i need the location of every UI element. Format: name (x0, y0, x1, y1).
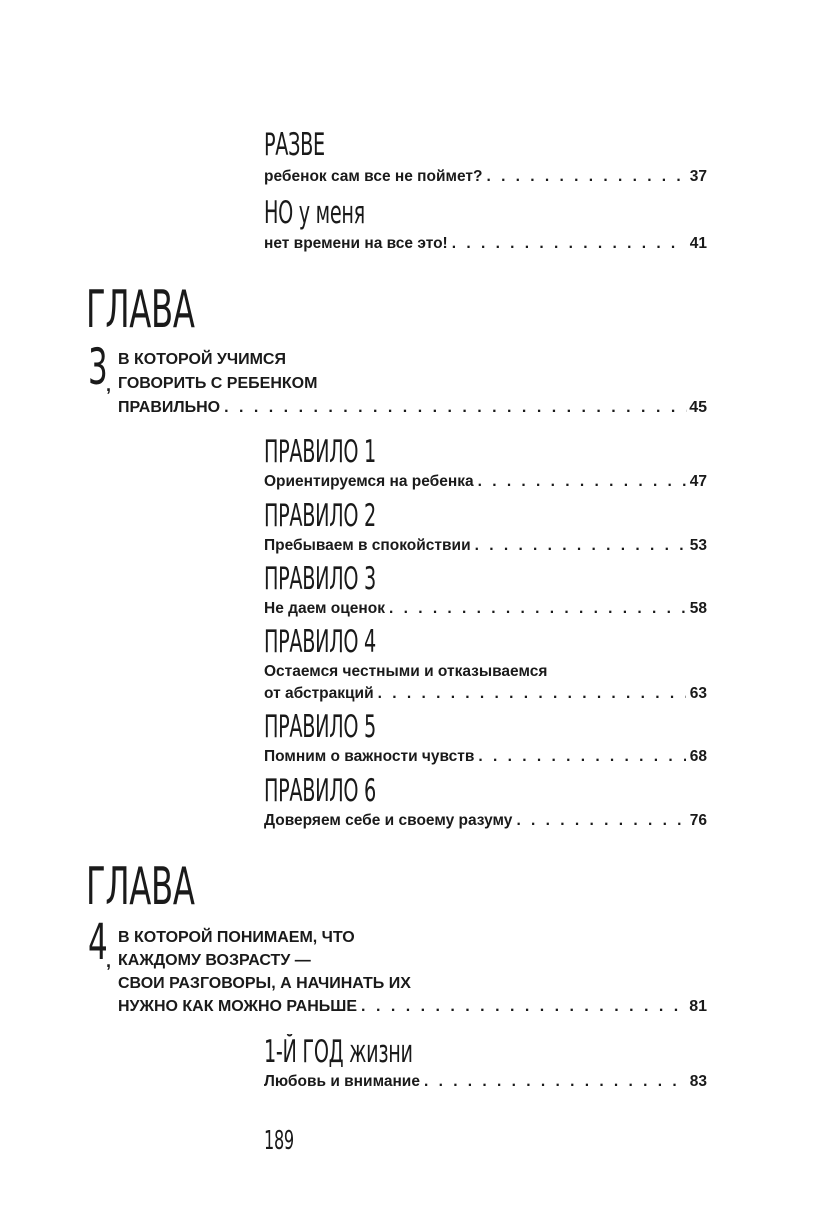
leader-dots (516, 813, 685, 829)
toc-entry[interactable] (264, 749, 707, 765)
toc-entry[interactable] (264, 1074, 707, 1090)
toc-entry-text: от абстракций (264, 685, 374, 702)
leader-dots (224, 400, 687, 416)
toc-entry[interactable] (264, 538, 707, 554)
toc-entry-page: 76 (689, 812, 707, 829)
chapter-4-title-line: СВОИ РАЗГОВОРЫ, А НАЧИНАТЬ ИХ (118, 975, 411, 992)
toc-entry[interactable] (264, 686, 707, 702)
toc-entry[interactable] (264, 601, 707, 617)
toc-entry[interactable] (264, 236, 707, 252)
leader-dots (424, 1074, 686, 1090)
toc-entry-page: 37 (689, 168, 707, 185)
rule-6-title: ПРАВИЛО 6 (264, 773, 376, 809)
toc-entry[interactable] (264, 169, 707, 185)
toc-entry-text: НУЖНО КАК МОЖНО РАНЬШЕ (118, 998, 358, 1015)
leader-dots (378, 686, 686, 702)
toc-entry-page: 45 (689, 399, 707, 416)
toc-entry[interactable] (264, 474, 707, 490)
toc-entry-text-line: Остаемся честными и отказываемся (264, 663, 548, 680)
chapter-3-comma: , (106, 375, 112, 395)
toc-entry-page: 68 (689, 748, 707, 765)
chapter-3-number: 3 (88, 338, 108, 396)
rule-5-title: ПРАВИЛО 5 (264, 709, 376, 745)
toc-entry-text: нет времени на все это! (264, 235, 448, 252)
chapter-3-entry[interactable] (118, 400, 707, 416)
section-title-no: НО у меня (264, 195, 365, 231)
year-1-title: 1-Й ГОД жизни (264, 1034, 413, 1070)
chapter-3-title-line: В КОТОРОЙ УЧИМСЯ (118, 351, 286, 368)
toc-entry-page: 47 (689, 473, 707, 490)
leader-dots (452, 236, 686, 252)
toc-entry-text: ПРАВИЛЬНО (118, 399, 221, 416)
leader-dots (389, 601, 686, 617)
rule-4-title: ПРАВИЛО 4 (264, 624, 376, 660)
toc-entry-page: 58 (689, 600, 707, 617)
chapter-4-comma: , (106, 951, 112, 971)
toc-entry-text: ребенок сам все не поймет? (264, 168, 483, 185)
toc-entry-page: 41 (689, 235, 707, 252)
toc-entry-page: 63 (689, 685, 707, 702)
toc-entry[interactable] (264, 813, 707, 829)
toc-entry-page: 81 (689, 998, 707, 1015)
rule-1-title: ПРАВИЛО 1 (264, 434, 376, 470)
leader-dots (478, 474, 686, 490)
toc-entry-text: Ориентируемся на ребенка (264, 473, 474, 490)
page-number: 189 (264, 1126, 294, 1156)
leader-dots (486, 169, 685, 185)
chapter-4-title-line: В КОТОРОЙ ПОНИМАЕМ, ЧТО (118, 929, 355, 946)
chapter-4-entry[interactable] (118, 999, 707, 1015)
leader-dots (361, 999, 687, 1015)
toc-entry-text: Не даем оценок (264, 600, 385, 617)
toc-entry-page: 53 (689, 537, 707, 554)
toc-entry-page: 83 (689, 1073, 707, 1090)
leader-dots (475, 538, 686, 554)
leader-dots (478, 749, 685, 765)
toc-entry-text: Помним о важности чувств (264, 748, 475, 765)
toc-entry-text: Пребываем в спокойствии (264, 537, 471, 554)
section-title-razve: РАЗВЕ (264, 127, 325, 163)
chapter-4-heading: ГЛАВА (86, 857, 195, 917)
toc-entry-text: Любовь и внимание (264, 1073, 420, 1090)
rule-2-title: ПРАВИЛО 2 (264, 498, 376, 534)
rule-3-title: ПРАВИЛО 3 (264, 561, 376, 597)
chapter-3-heading: ГЛАВА (86, 280, 195, 340)
toc-entry-text: Доверяем себе и своему разуму (264, 812, 513, 829)
chapter-4-number: 4 (88, 913, 108, 971)
chapter-4-title-line: КАЖДОМУ ВОЗРАСТУ — (118, 952, 311, 969)
chapter-3-title-line: ГОВОРИТЬ С РЕБЕНКОМ (118, 375, 318, 392)
